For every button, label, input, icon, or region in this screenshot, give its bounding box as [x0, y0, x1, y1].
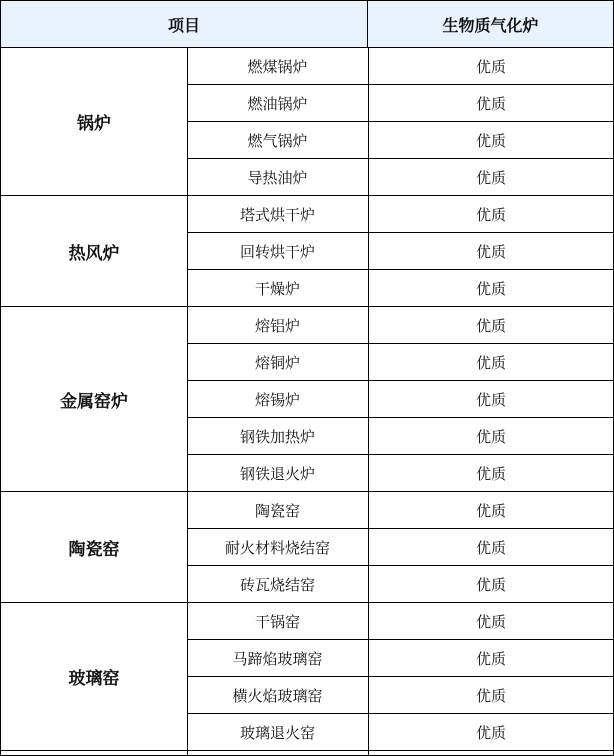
- row-rating: 优质: [475, 612, 506, 631]
- group-label: 锅炉: [1, 48, 187, 196]
- row-item-name: 马蹄焰玻璃窑: [232, 649, 323, 668]
- row-item-name: 熔锡炉: [254, 390, 300, 409]
- table-row: [188, 233, 613, 270]
- row-rating: 优质: [475, 649, 506, 668]
- row-item-name: 燃煤锅炉: [247, 57, 308, 76]
- table-row: [188, 714, 613, 751]
- group-label: 金属窑炉: [1, 307, 187, 492]
- table-row: [188, 159, 613, 196]
- header-col-item: 项目: [1, 1, 368, 47]
- row-rating: 优质: [475, 57, 506, 76]
- row-item-name: 陶瓷窑: [254, 501, 300, 520]
- row-rating: 优质: [475, 94, 506, 113]
- table-row: [188, 640, 613, 677]
- table-row: [188, 455, 613, 492]
- table-row: [188, 122, 613, 159]
- row-item-name: 熔铝炉: [254, 316, 300, 335]
- row-rating: 优质: [475, 464, 506, 483]
- row-rating: 优质: [475, 205, 506, 224]
- row-item-name: 钢铁加热炉: [239, 427, 315, 446]
- table-row: [188, 381, 613, 418]
- table-header: [1, 1, 613, 48]
- row-rating: 优质: [475, 242, 506, 261]
- row-item-name: 熔铜炉: [254, 353, 300, 372]
- row-rating: 优质: [475, 353, 506, 372]
- row-item-name: 燃气锅炉: [247, 131, 308, 150]
- row-rating: 优质: [475, 168, 506, 187]
- table-row: [188, 307, 613, 344]
- row-item-name: 干锅窑: [254, 612, 300, 631]
- group-label: 陶瓷窑: [1, 492, 187, 603]
- table-row: [188, 677, 613, 714]
- table-row: [188, 566, 613, 603]
- row-rating: 优质: [475, 279, 506, 298]
- row-item-name: 钢铁退火炉: [239, 464, 315, 483]
- row-item-name: 导热油炉: [247, 168, 308, 187]
- row-item-name: 玻璃退火窑: [239, 723, 315, 742]
- row-rating: 优质: [475, 501, 506, 520]
- table-row: [188, 85, 613, 122]
- row-rating: 优质: [475, 131, 506, 150]
- row-rating: 优质: [475, 538, 506, 557]
- row-rating: 优质: [475, 686, 506, 705]
- row-item-name: 横火焰玻璃窑: [232, 686, 323, 705]
- table-row: [188, 529, 613, 566]
- row-item-name: 干燥炉: [254, 279, 300, 298]
- table-body: [1, 48, 613, 755]
- row-item-name: 回转烘干炉: [239, 242, 315, 261]
- row-item-name: 塔式烘干炉: [239, 205, 315, 224]
- table-row: [188, 270, 613, 307]
- table-row: [188, 418, 613, 455]
- row-item-name: 燃油锅炉: [247, 94, 308, 113]
- header-col-gasifier: 生物质气化炉: [442, 15, 539, 35]
- table-row: [188, 196, 613, 233]
- row-rating: 优质: [475, 723, 506, 742]
- row-rating: 优质: [475, 316, 506, 335]
- table-row: [188, 603, 613, 640]
- row-rating: 优质: [475, 390, 506, 409]
- group-label: 玻璃窑: [1, 603, 187, 751]
- table-row: [188, 48, 613, 85]
- row-rating: 优质: [475, 575, 506, 594]
- table-row: [188, 344, 613, 381]
- row-rating: 优质: [475, 427, 506, 446]
- row-item-name: 耐火材料烧结窑: [224, 538, 330, 557]
- row-item-name: 砖瓦烧结窑: [239, 575, 315, 594]
- table-row: [188, 492, 613, 529]
- group-label: 热风炉: [1, 196, 187, 307]
